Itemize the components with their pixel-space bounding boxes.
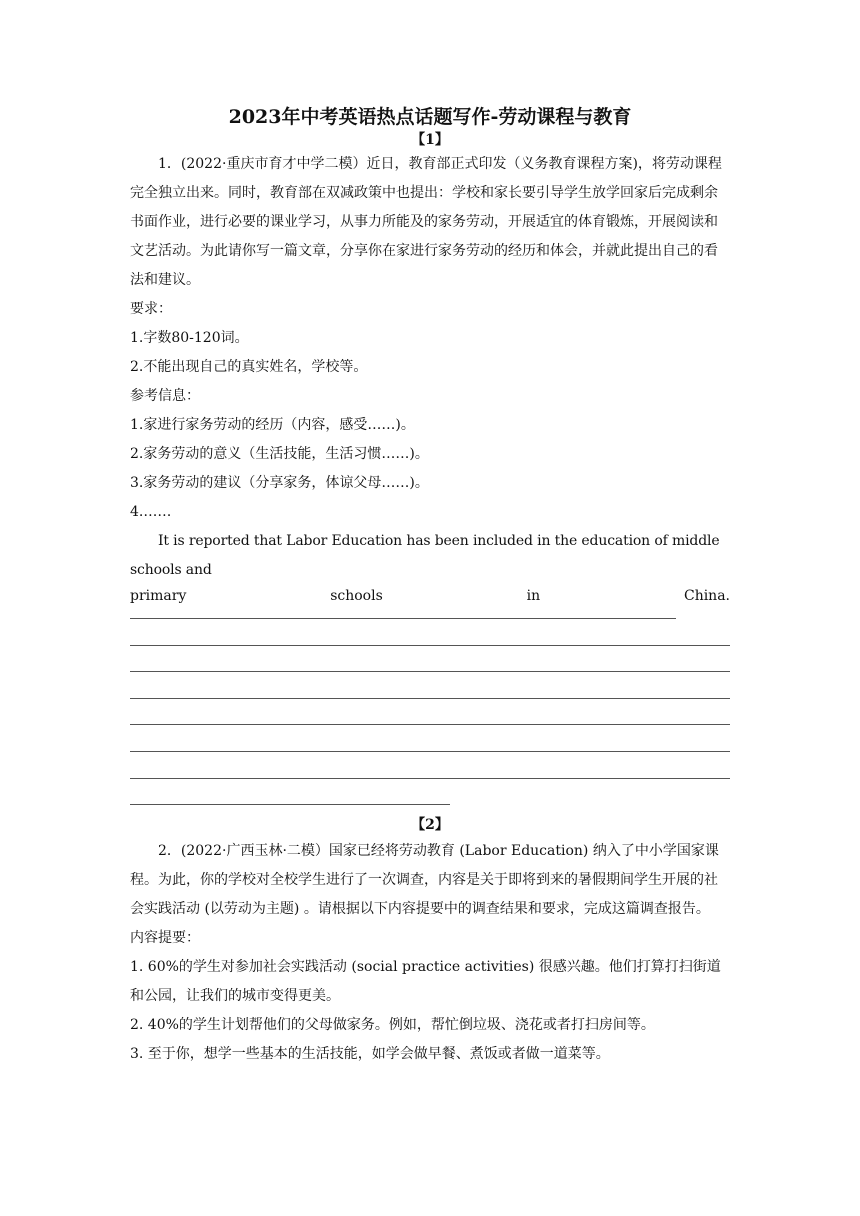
content-point: 3. 至于你，想学一些基本的生活技能，如学会做早餐、煮饭或者做一道菜等。 (130, 1046, 610, 1063)
answer-line[interactable] (130, 646, 730, 673)
document-page (130, 104, 730, 1069)
reference-item: 3.家务劳动的建议（分享家务，体谅父母……)。 (130, 475, 429, 491)
reference-item: 2.家务劳动的意义（生活技能，生活习惯……)。 (130, 446, 429, 462)
answer-line[interactable] (130, 779, 450, 806)
answer-lines[interactable] (130, 607, 730, 805)
essay-opening-line-2: primary schools in China. (130, 588, 730, 604)
section-1-marker: 【1】 (411, 132, 449, 148)
content-point: 2. 40%的学生计划帮他们的父母做家务。例如，帮忙倒垃圾、浇花或者打扫房间等。 (130, 1017, 655, 1034)
reference-item: 1.家进行家务劳动的经历（内容，感受……)。 (130, 417, 415, 433)
answer-line[interactable] (130, 607, 676, 619)
section-2-marker: 【2】 (411, 817, 449, 834)
answer-line[interactable] (130, 619, 730, 646)
reference-label: 参考信息： (130, 388, 200, 404)
answer-line[interactable] (130, 699, 730, 726)
requirements-label: 要求： (130, 301, 172, 317)
document-title: 2023年中考英语热点话题写作-劳动课程与教育 (228, 106, 632, 128)
question-2-prompt: 2．(2022·广西玉林·二模）国家已经将劳动教育 (Labor Education) 纳入了中小学国家课程。为此，你的学校对全校学生进行了一次调查，内容是关于即将到来的暑假期间学生开展的社会实践活动 (以劳动为主题) 。请根据以下内容提要中的调查结果和要求，完成这篇调查报告。 (130, 843, 719, 918)
content-point: 1. 60%的学生对参加社会实践活动 (social practice activities) 很感兴趣。他们打算打扫街道和公园，让我们的城市变得更美。 (130, 959, 721, 1005)
reference-item: 4.…… (130, 504, 172, 520)
requirement-item: 1.字数80-120词。 (130, 330, 249, 346)
answer-line[interactable] (130, 672, 730, 699)
question-1-prompt: 1．(2022·重庆市育才中学二模）近日，教育部正式印发（义务教育课程方案)，将劳动课程完全独立出来。同时，教育部在双减政策中也提出：学校和家长要引导学生放学回家后完成剩余书面作业，进行必要的课业学习，从事力所能及的家务劳动，开展适宜的体育锻炼，开展阅读和文艺活动。为此请你写一篇文章，分享你在家进行家务劳动的经历和体会，并就此提出自己的看法和建议。 (130, 156, 722, 288)
requirement-item: 2.不能出现自己的真实姓名，学校等。 (130, 359, 368, 375)
answer-line[interactable] (130, 752, 730, 779)
answer-line[interactable] (130, 725, 730, 752)
essay-opening-line-1: It is reported that Labor Education has been included in the education of middle schools and (130, 533, 720, 578)
content-label: 内容提要： (130, 930, 200, 947)
